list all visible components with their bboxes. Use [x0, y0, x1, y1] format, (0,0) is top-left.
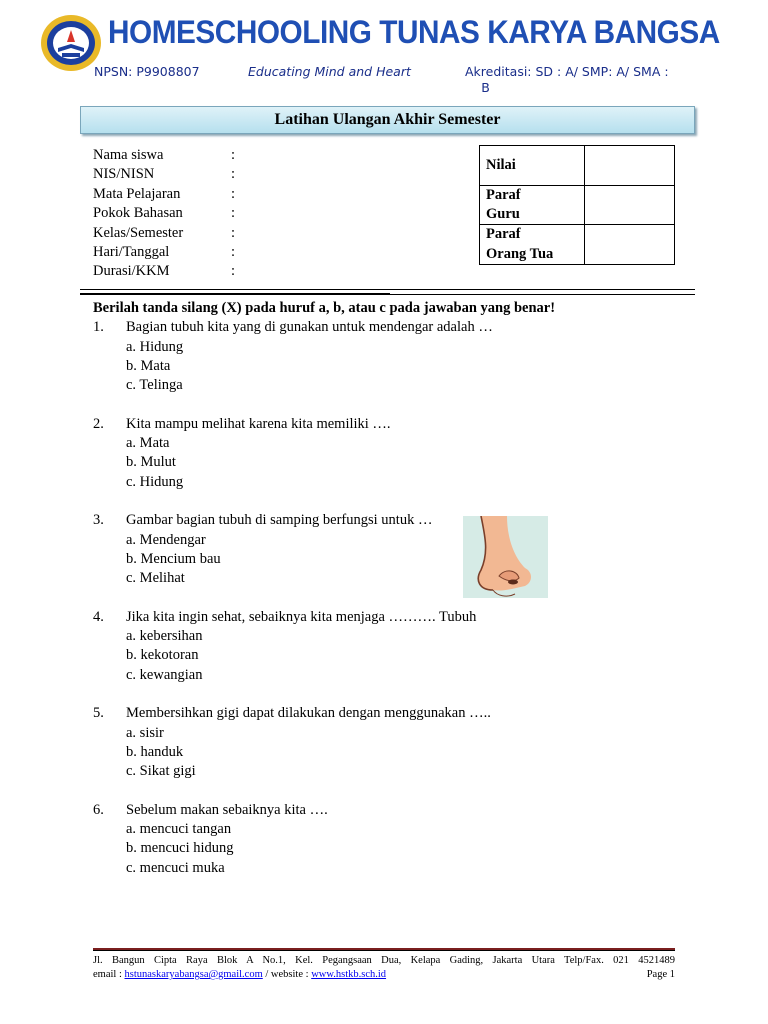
question-text: Kita mampu melihat karena kita memiliki …. [126, 415, 391, 432]
info-row-durasi [93, 262, 235, 281]
student-info [93, 146, 235, 282]
grade-row-paraf-guru [480, 185, 675, 225]
option-b[interactable]: b. Mata [126, 357, 171, 374]
footer-divider [93, 948, 675, 951]
website-link[interactable]: www.hstkb.sch.id [311, 969, 387, 980]
info-colon: : [231, 205, 236, 222]
question-text: Jika kita ingin sehat, sebaiknya kita menjaga ………. Tubuh [126, 608, 477, 625]
page-number: Page 1 [646, 969, 675, 980]
website-label: / website : [262, 969, 312, 980]
question-6 [93, 801, 693, 878]
question-stem [93, 318, 693, 337]
option-a[interactable]: a. sisir [126, 724, 164, 741]
page-title: Latihan Ulangan Akhir Semester [80, 106, 695, 134]
option-b[interactable]: b. Mencium bau [126, 550, 221, 567]
option-a[interactable]: a. mencuci tangan [126, 821, 232, 838]
option-c[interactable]: c. Hidung [126, 473, 184, 490]
school-logo-icon [40, 14, 102, 72]
option-b[interactable]: b. mencuci hidung [126, 840, 234, 857]
info-row-hari [93, 243, 235, 262]
question-number: 6. [93, 801, 104, 818]
info-label: Pokok Bahasan [93, 205, 183, 222]
school-name: HOMESCHOOLING TUNAS KARYA BANGSA [108, 14, 720, 50]
akreditasi-line1: Akreditasi: SD : A/ SMP: A/ SMA : [465, 64, 669, 79]
nose-illustration [463, 516, 548, 598]
option-c[interactable]: c. kewangian [126, 666, 203, 683]
question-stem [93, 608, 693, 627]
option-c[interactable]: c. mencuci muka [126, 859, 225, 876]
question-stem [93, 801, 693, 820]
grade-row-paraf-ortu [480, 225, 675, 265]
paraf-ortu-field[interactable] [585, 225, 675, 265]
info-colon: : [231, 147, 236, 163]
info-row-nama [93, 146, 235, 165]
akreditasi [465, 64, 680, 96]
option-b[interactable]: b. handuk [126, 743, 184, 760]
option-b[interactable]: b. Mulut [126, 454, 176, 471]
info-row-nis [93, 165, 235, 184]
nilai-field[interactable] [585, 146, 675, 186]
option-a[interactable]: a. Mendengar [126, 531, 206, 548]
question-text: Sebelum makan sebaiknya kita …. [126, 801, 328, 818]
footer-address: Jl. Bangun Cipta Raya Blok A No.1, Kel. Pegangsaan Dua, Kelapa Gading, Jakarta Utara Telp/Fax. 021 4521489 [93, 955, 675, 966]
question-number: 3. [93, 512, 104, 529]
info-colon: : [231, 166, 236, 183]
question-number: 5. [93, 705, 104, 722]
option-a[interactable]: a. kebersihan [126, 628, 203, 645]
info-row-pokok [93, 204, 235, 223]
question-text: Bagian tubuh kita yang di gunakan untuk mendengar adalah … [126, 319, 493, 336]
info-colon: : [231, 224, 236, 241]
question-text: Gambar bagian tubuh di samping berfungsi untuk … [126, 512, 433, 529]
question-stem [93, 511, 693, 530]
question-2 [93, 415, 693, 492]
question-number: 2. [93, 415, 104, 432]
paraf-guru-field[interactable] [585, 185, 675, 225]
paraf-guru-label [480, 185, 585, 225]
info-label: Durasi/KKM [93, 263, 170, 280]
grade-table [479, 145, 675, 265]
info-colon: : [231, 243, 236, 260]
option-a[interactable]: a. Hidung [126, 338, 184, 355]
question-1 [93, 318, 693, 395]
paraf-guru-line1: Paraf [486, 186, 521, 203]
info-label: Nama siswa [93, 147, 164, 163]
info-label: Hari/Tanggal [93, 243, 170, 260]
option-c[interactable]: c. Telinga [126, 377, 183, 394]
footer-contact-line [93, 968, 675, 982]
tagline: Educating Mind and Heart [248, 64, 411, 79]
divider [80, 294, 695, 295]
footer [93, 954, 675, 982]
question-list [93, 299, 693, 897]
question-text: Membersihkan gigi dapat dilakukan dengan menggunakan ….. [126, 705, 491, 722]
akreditasi-line2: B [481, 80, 490, 95]
info-label: Kelas/Semester [93, 224, 184, 241]
paraf-guru-line2: Guru [486, 205, 520, 222]
option-c[interactable]: c. Melihat [126, 570, 185, 587]
option-a[interactable]: a. Mata [126, 435, 170, 452]
option-b[interactable]: b. kekotoran [126, 647, 199, 664]
info-label: Mata Pelajaran [93, 185, 181, 202]
info-row-mapel [93, 185, 235, 204]
footer-contact [93, 968, 386, 982]
paraf-ortu-label [480, 225, 585, 265]
question-stem [93, 704, 693, 723]
question-number: 4. [93, 608, 104, 625]
question-number: 1. [93, 319, 104, 336]
option-c[interactable]: c. Sikat gigi [126, 763, 196, 780]
question-4 [93, 608, 693, 685]
email-link[interactable]: hstunaskaryabangsa@gmail.com [124, 969, 263, 980]
question-5 [93, 704, 693, 781]
info-colon: : [231, 185, 236, 202]
npsn: NPSN: P9908807 [94, 64, 200, 79]
email-label: email : [93, 969, 125, 980]
instruction: Berilah tanda silang (X) pada huruf a, b, atau c pada jawaban yang benar! [93, 300, 556, 316]
question-3 [93, 511, 693, 588]
divider [80, 289, 695, 290]
grade-row-nilai [480, 146, 675, 186]
paraf-ortu-line1: Paraf [486, 226, 521, 243]
info-row-kelas [93, 224, 235, 243]
info-label: NIS/NISN [93, 166, 155, 183]
info-colon: : [231, 263, 236, 280]
nilai-label: Nilai [480, 146, 585, 186]
question-stem [93, 415, 693, 434]
paraf-ortu-line2: Orang Tua [486, 245, 554, 262]
